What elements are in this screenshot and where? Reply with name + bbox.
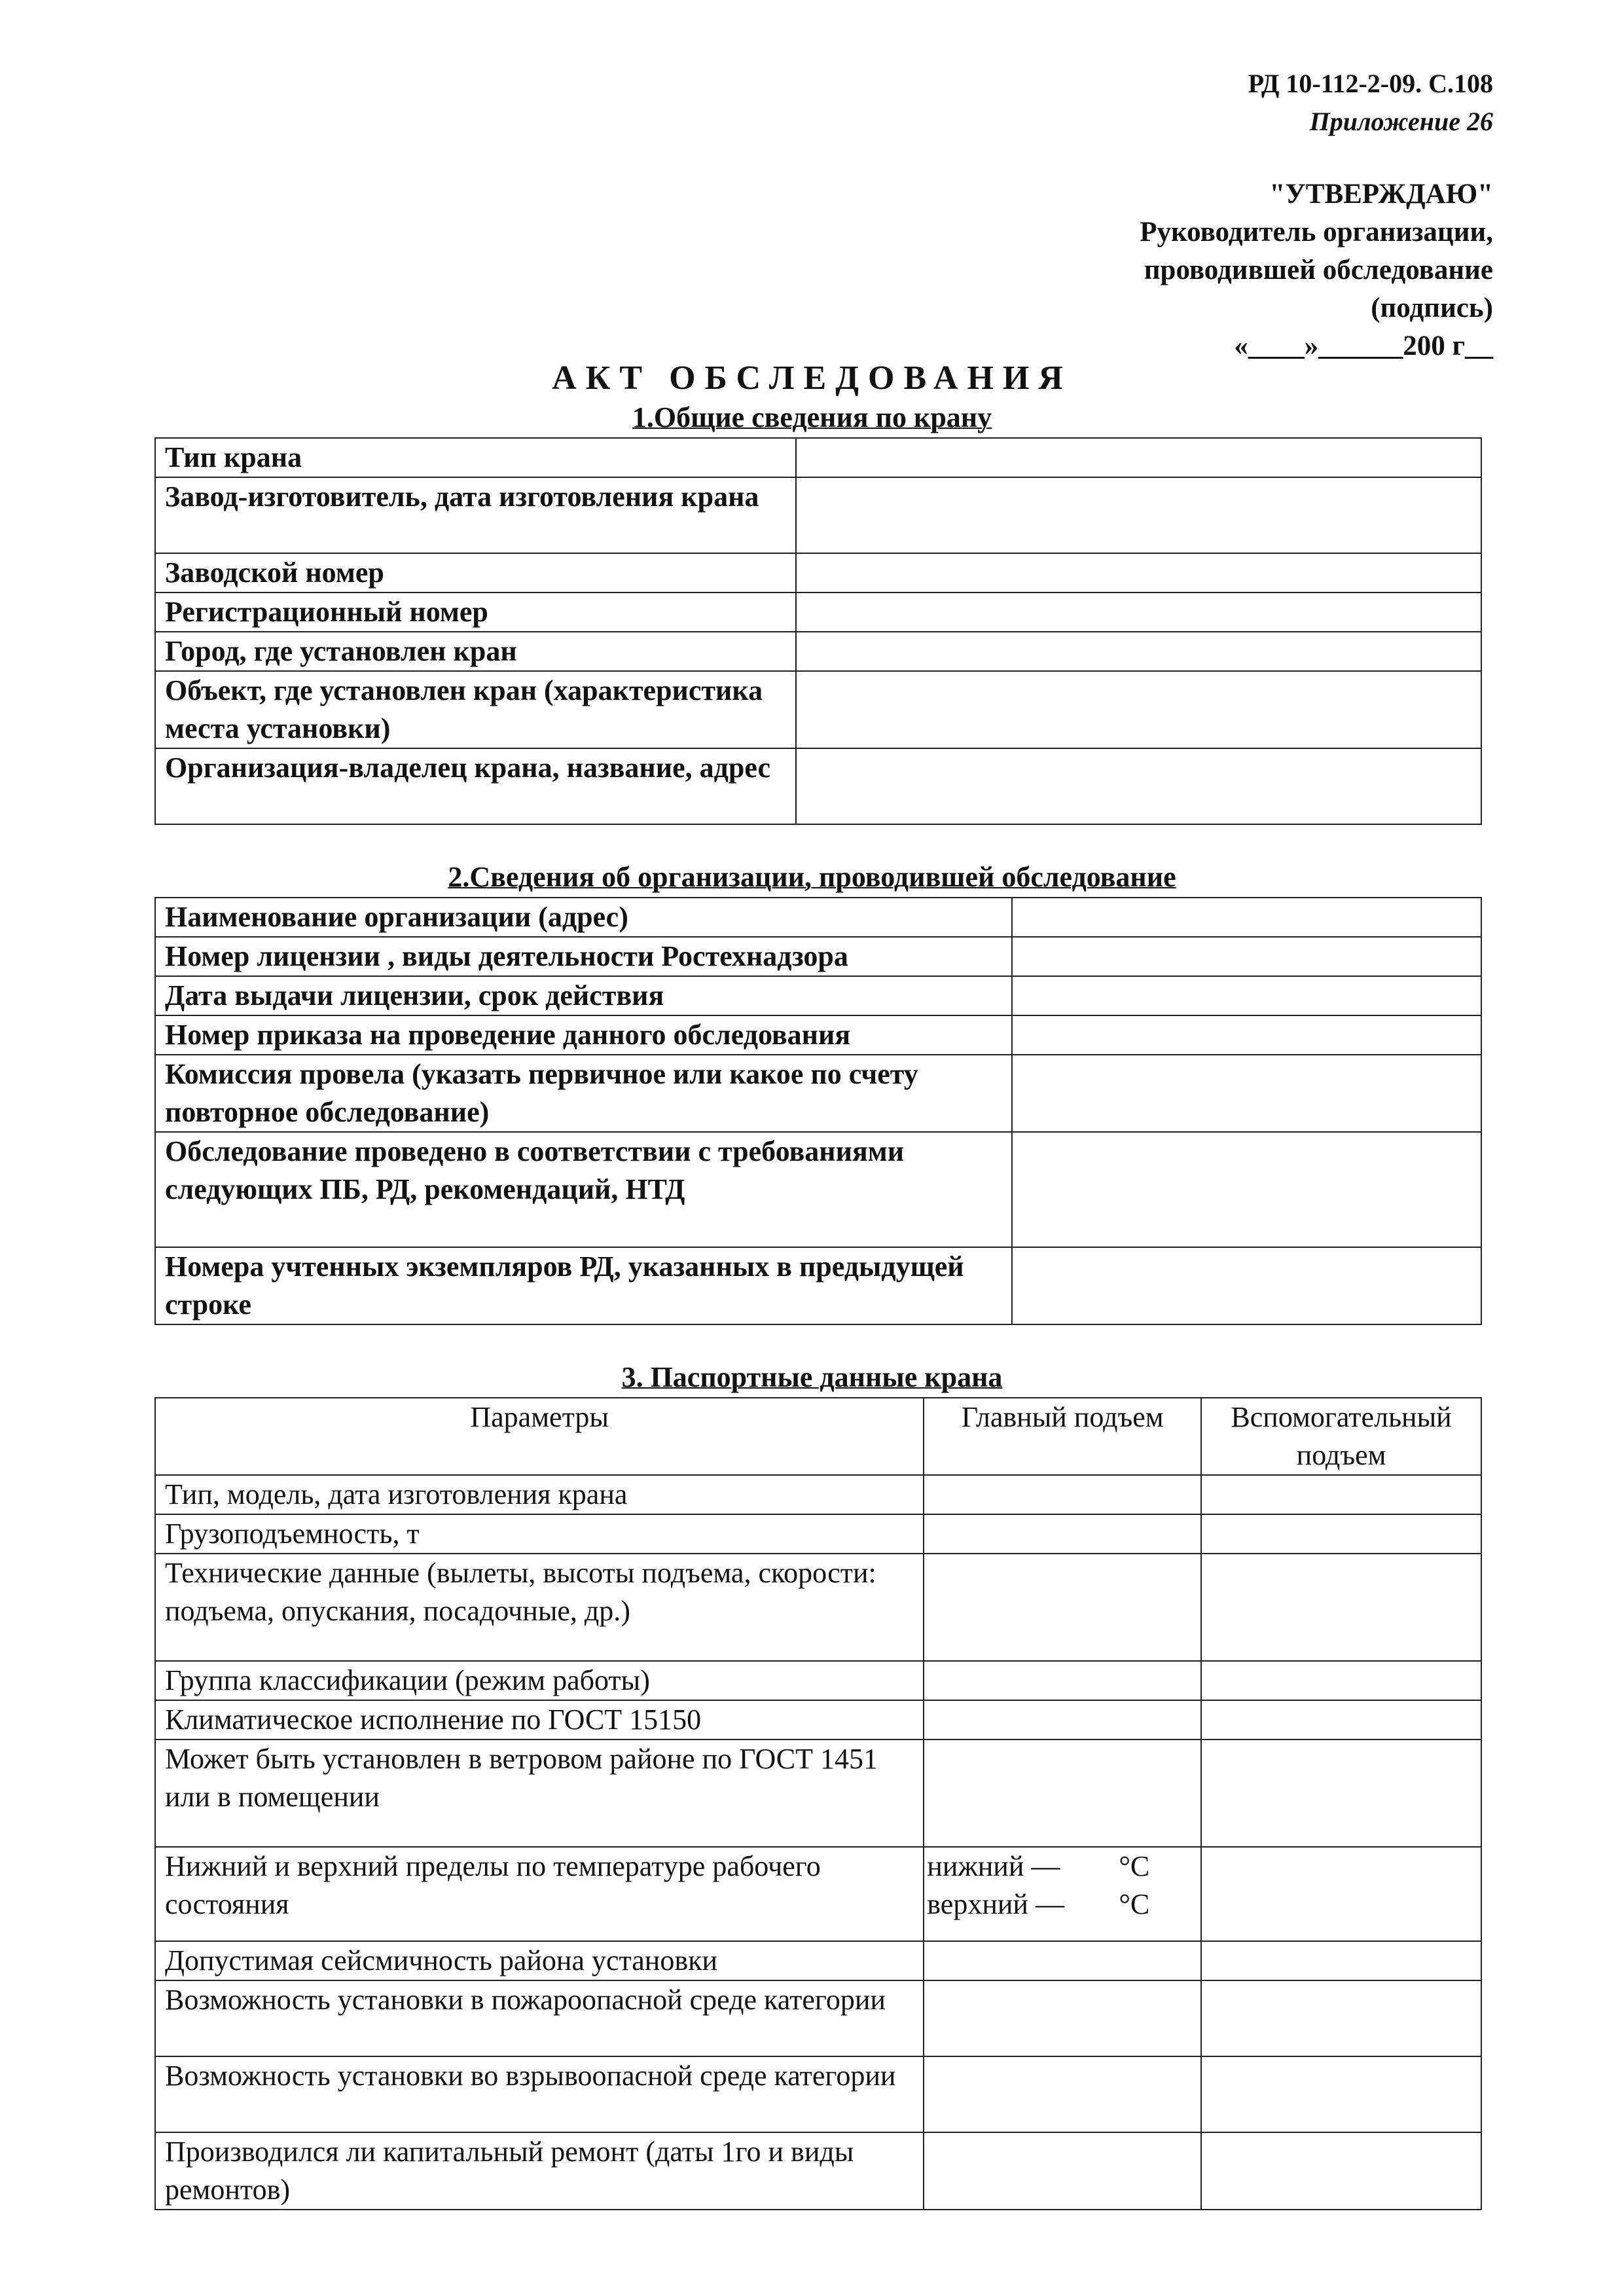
table-row xyxy=(155,748,1481,824)
table-header-row xyxy=(155,1398,1481,1475)
row-label: Обследование проведено в соответствии с требованиями следующих ПБ, РД, рекомендаций, НТД xyxy=(155,1132,1012,1247)
value-cell[interactable] xyxy=(924,1941,1201,1980)
table-row xyxy=(155,671,1481,748)
row-label: Грузоподъемность, т xyxy=(155,1514,924,1554)
row-label: Возможность установки в пожароопасной среде категории xyxy=(155,1980,924,2056)
section3-table xyxy=(154,1397,1482,2210)
table-row xyxy=(155,2132,1481,2210)
approval-signature: (подпись) xyxy=(1371,293,1493,323)
value-cell[interactable] xyxy=(796,671,1481,748)
approval-block xyxy=(1140,175,1493,365)
value-cell[interactable] xyxy=(924,1514,1201,1554)
value-cell[interactable] xyxy=(924,1475,1201,1514)
temperature-low xyxy=(927,1848,1149,1886)
table-row xyxy=(155,1700,1481,1740)
row-label: Номер лицензии , виды деятельности Ростехнадзора xyxy=(155,937,1012,976)
row-label: Организация-владелец крана, название, адрес xyxy=(155,748,796,824)
value-cell[interactable] xyxy=(924,1700,1201,1740)
value-cell[interactable] xyxy=(924,1740,1201,1847)
column-header-main-hoist: Главный подъем xyxy=(924,1398,1201,1475)
temperature-low-label: нижний — xyxy=(927,1850,1060,1882)
value-cell[interactable] xyxy=(1012,898,1481,937)
row-label: Дата выдачи лицензии, срок действия xyxy=(155,976,1012,1015)
value-cell[interactable] xyxy=(1201,1514,1481,1554)
row-label: Группа классификации (режим работы) xyxy=(155,1661,924,1700)
value-cell[interactable] xyxy=(1012,1247,1481,1324)
approval-position: Руководитель организации, xyxy=(1140,217,1493,247)
row-label: Технические данные (вылеты, высоты подъема, скорости: подъема, опускания, посадочные, др.) xyxy=(155,1554,924,1661)
value-cell[interactable] xyxy=(924,2132,1201,2210)
table-row xyxy=(155,632,1481,671)
row-label: Номер приказа на проведение данного обследования xyxy=(155,1015,1012,1055)
row-label: Тип крана xyxy=(155,438,796,477)
value-cell[interactable] xyxy=(796,438,1481,477)
temperature-unit: °С xyxy=(1119,1850,1150,1882)
value-cell[interactable] xyxy=(1201,1661,1481,1700)
row-label: Регистрационный номер xyxy=(155,592,796,632)
row-label: Допустимая сейсмичность района установки xyxy=(155,1941,924,1980)
approval-position-cont: проводившей обследование xyxy=(1144,255,1493,285)
row-label: Тип, модель, дата изготовления крана xyxy=(155,1475,924,1514)
value-cell[interactable] xyxy=(1201,1554,1481,1661)
table-row xyxy=(155,1740,1481,1847)
document-code: РД 10-112-2-09. С.108 xyxy=(1248,69,1493,98)
row-label: Комиссия провела (указать первичное или какое по счету повторное обследование) xyxy=(155,1055,1012,1132)
value-cell[interactable] xyxy=(1201,2056,1481,2132)
table-row xyxy=(155,1554,1481,1661)
section2-title: 2.Сведения об организации, проводившей обследование xyxy=(448,861,1176,893)
row-label: Наименование организации (адрес) xyxy=(155,898,1012,937)
value-cell[interactable] xyxy=(796,477,1481,553)
value-cell[interactable] xyxy=(796,553,1481,592)
table-row xyxy=(155,1847,1481,1941)
section1-table xyxy=(154,437,1482,825)
approval-heading: "УТВЕРЖДАЮ" xyxy=(1269,179,1493,210)
value-cell[interactable] xyxy=(924,2056,1201,2132)
value-cell[interactable] xyxy=(1012,937,1481,976)
table-row xyxy=(155,477,1481,553)
document-title: АКТ ОБСЛЕДОВАНИЯ xyxy=(552,359,1072,397)
table-row xyxy=(155,1475,1481,1514)
table-row xyxy=(155,937,1481,976)
table-row xyxy=(155,553,1481,592)
value-cell[interactable] xyxy=(1012,976,1481,1015)
value-cell[interactable] xyxy=(924,1980,1201,2056)
value-cell[interactable] xyxy=(796,632,1481,671)
row-label: Возможность установки во взрывоопасной среде категории xyxy=(155,2056,924,2132)
section1-title: 1.Общие сведения по крану xyxy=(632,401,992,433)
value-cell[interactable] xyxy=(924,1661,1201,1700)
temperature-cell[interactable] xyxy=(924,1847,1201,1941)
column-header-parameters: Параметры xyxy=(155,1398,924,1475)
table-row xyxy=(155,2056,1481,2132)
value-cell[interactable] xyxy=(1012,1015,1481,1055)
value-cell[interactable] xyxy=(1201,1847,1481,1941)
approval-date: «____»______200 г__ xyxy=(1234,331,1493,361)
table-row xyxy=(155,898,1481,937)
table-row xyxy=(155,976,1481,1015)
row-label: Объект, где установлен кран (характеристика места установки) xyxy=(155,671,796,748)
value-cell[interactable] xyxy=(1012,1055,1481,1132)
value-cell[interactable] xyxy=(1012,1132,1481,1247)
value-cell[interactable] xyxy=(1201,1740,1481,1847)
table-row xyxy=(155,1015,1481,1055)
table-row xyxy=(155,1941,1481,1980)
table-row xyxy=(155,1247,1481,1324)
table-row xyxy=(155,1514,1481,1554)
row-label: Номера учтенных экземпляров РД, указанных в предыдущей строке xyxy=(155,1247,1012,1324)
column-header-aux-hoist: Вспомогательный подъем xyxy=(1201,1398,1481,1475)
table-row xyxy=(155,1661,1481,1700)
table-row xyxy=(155,1132,1481,1247)
row-label: Завод-изготовитель, дата изготовления крана xyxy=(155,477,796,553)
row-label: Нижний и верхний пределы по температуре рабочего состояния xyxy=(155,1847,924,1941)
section3-title: 3. Паспортные данные крана xyxy=(621,1361,1003,1393)
appendix-label: Приложение 26 xyxy=(1309,107,1493,136)
section2-table xyxy=(154,897,1482,1325)
value-cell[interactable] xyxy=(796,748,1481,824)
row-label: Может быть установлен в ветровом районе по ГОСТ 1451 или в помещении xyxy=(155,1740,924,1847)
value-cell[interactable] xyxy=(1201,1700,1481,1740)
value-cell[interactable] xyxy=(1201,1475,1481,1514)
table-row xyxy=(155,1055,1481,1132)
value-cell[interactable] xyxy=(924,1554,1201,1661)
value-cell[interactable] xyxy=(796,592,1481,632)
row-label: Город, где установлен кран xyxy=(155,632,796,671)
table-row xyxy=(155,1980,1481,2056)
value-cell[interactable] xyxy=(1201,2132,1481,2210)
value-cell[interactable] xyxy=(1201,1941,1481,1980)
row-label: Климатическое исполнение по ГОСТ 15150 xyxy=(155,1700,924,1740)
temperature-unit: °С xyxy=(1119,1888,1150,1920)
row-label: Заводской номер xyxy=(155,553,796,592)
temperature-high-label: верхний — xyxy=(927,1888,1064,1920)
table-row xyxy=(155,592,1481,632)
row-label: Производился ли капитальный ремонт (даты 1го и виды ремонтов) xyxy=(155,2132,924,2210)
temperature-high xyxy=(927,1886,1149,1923)
table-row xyxy=(155,438,1481,477)
value-cell[interactable] xyxy=(1201,1980,1481,2056)
